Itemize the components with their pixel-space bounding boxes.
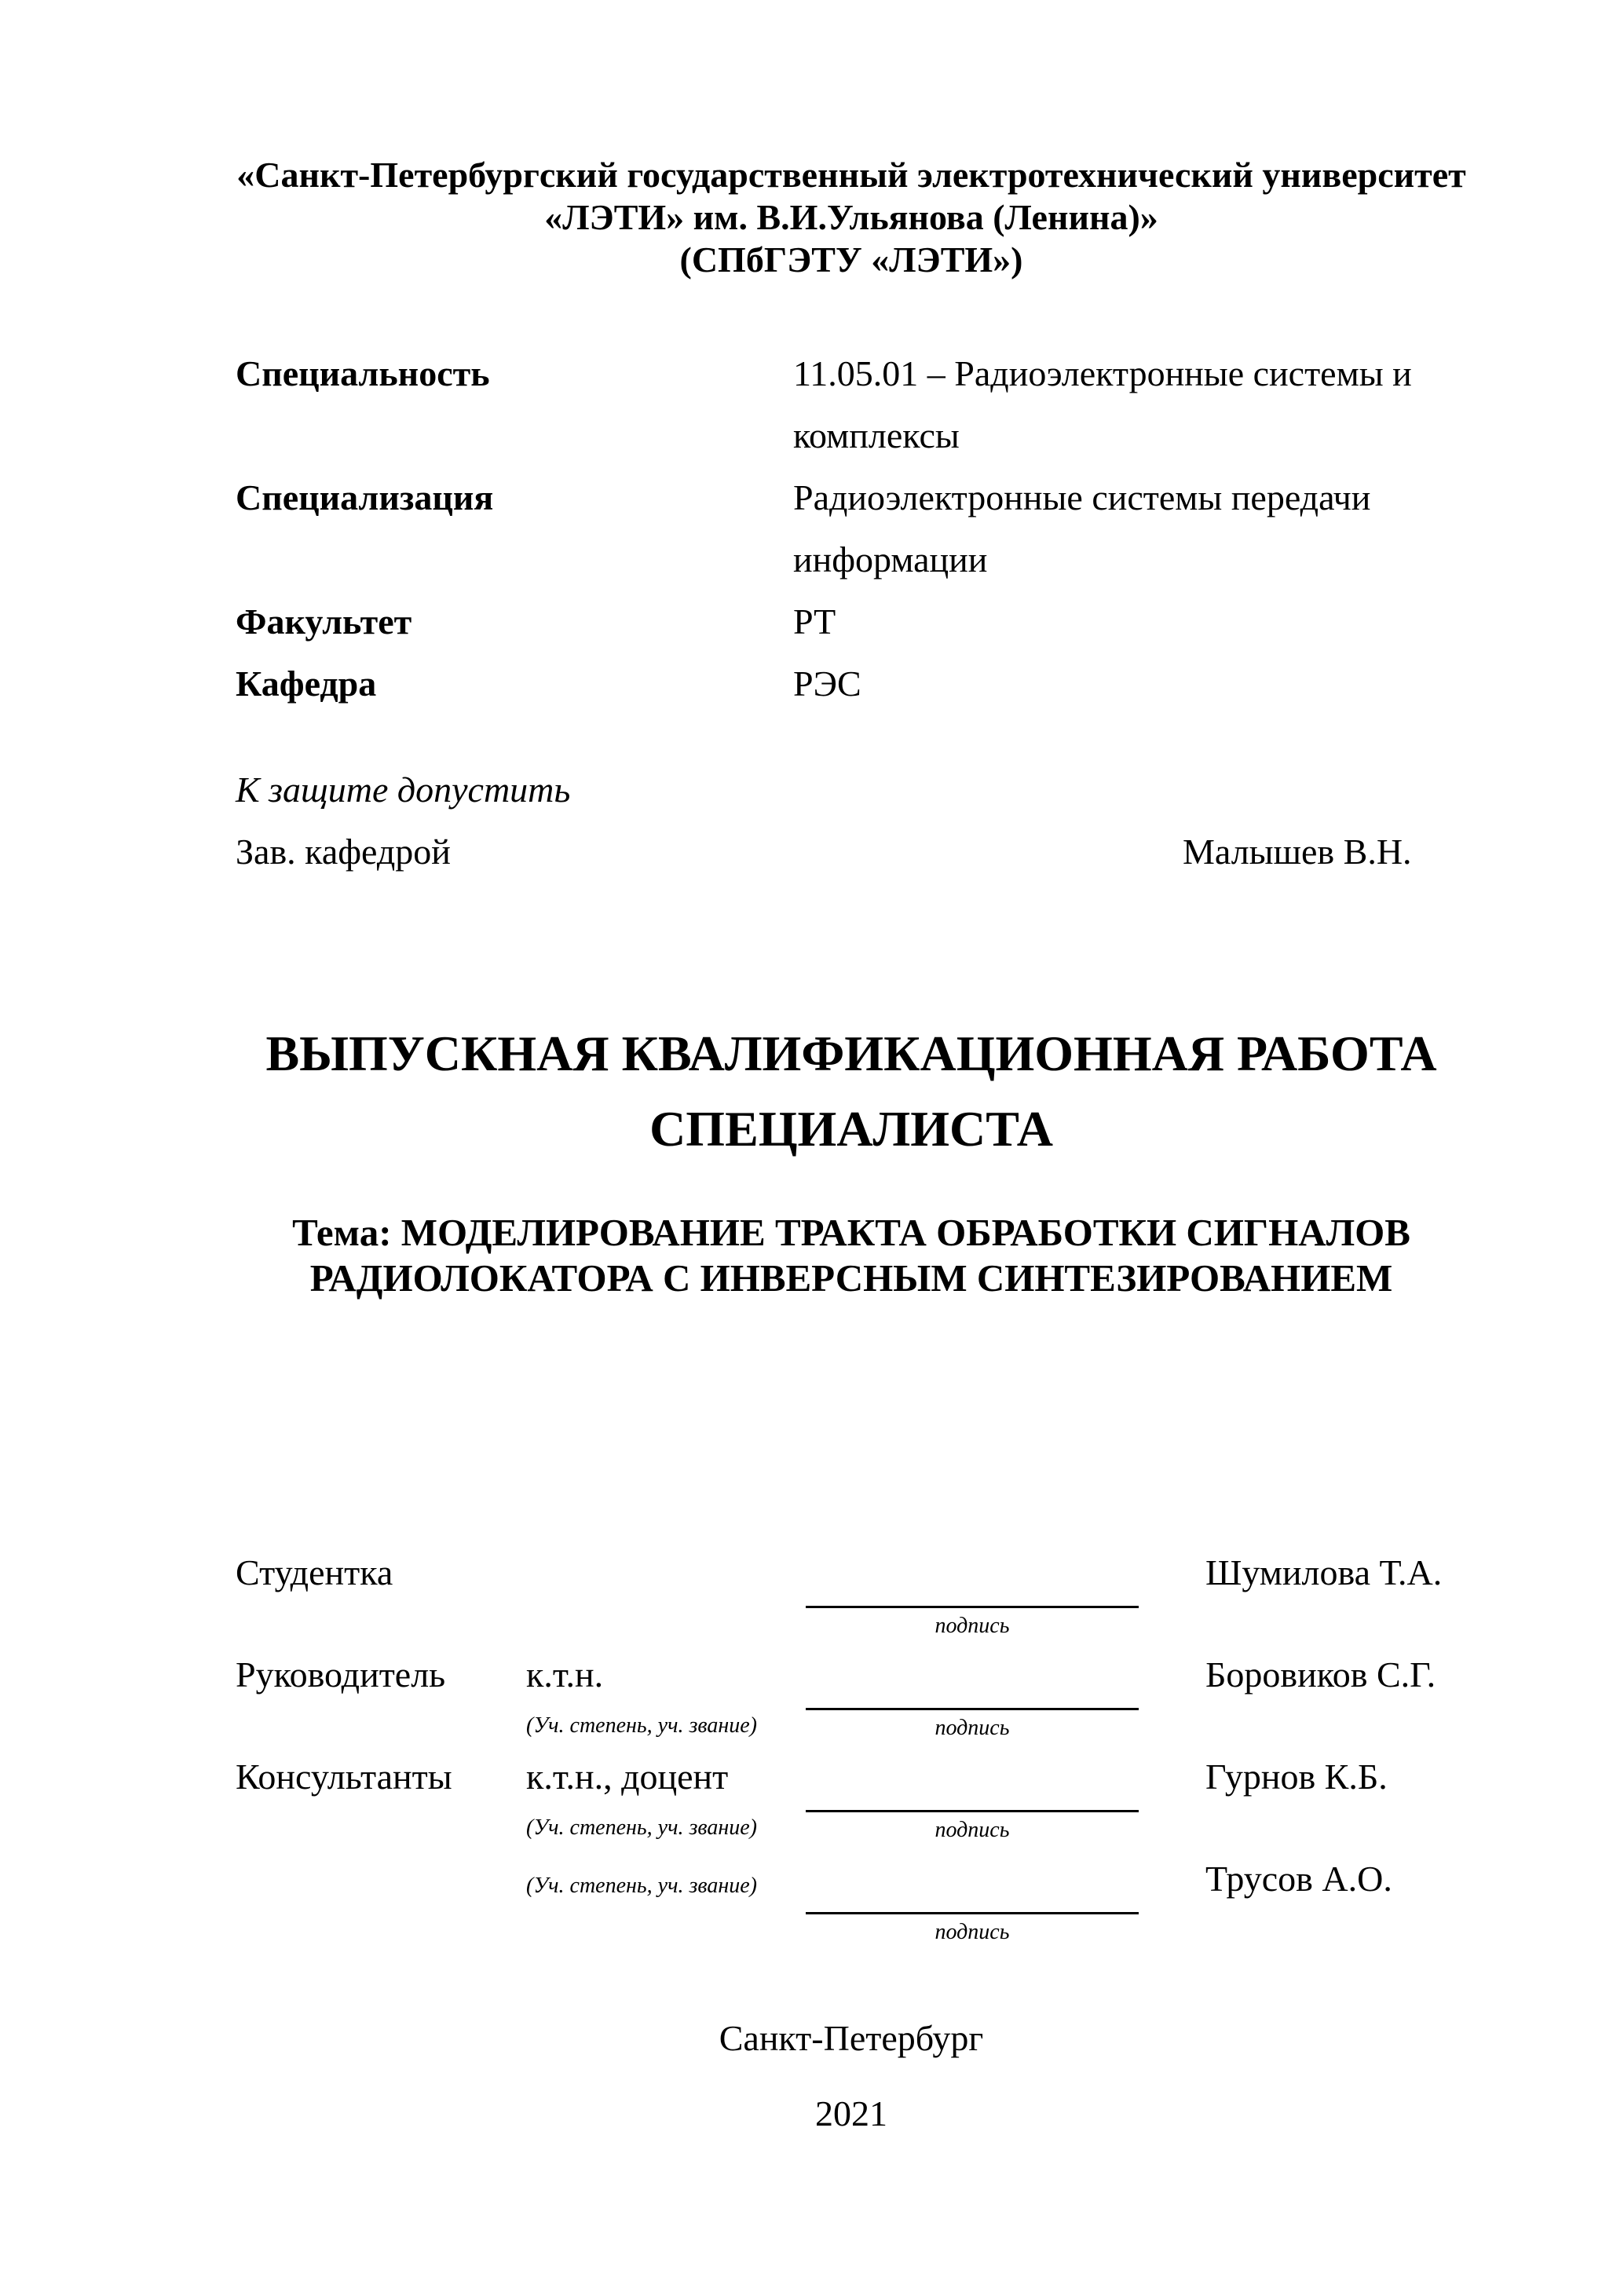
thesis-main-title: [236, 1016, 1467, 1167]
supervisor-degree-caption: (Уч. степень, уч. звание): [526, 1713, 757, 1738]
university-header-line3: (СПбГЭТУ «ЛЭТИ»): [679, 239, 1023, 280]
signature-block: [236, 1551, 1467, 1946]
student-name-cell: [1139, 1551, 1467, 1640]
specialization-value-line2: информации: [793, 539, 988, 579]
student-role-label: Студентка: [236, 1552, 393, 1592]
university-header-line1: «Санкт-Петербургский государственный электротехнический университет: [236, 155, 1466, 195]
specialization-label: Специализация: [236, 477, 494, 517]
specialty-label: Специальность: [236, 353, 490, 393]
admit-to-defense-text: К защите допустить: [236, 770, 571, 810]
supervisor-signature-cell: [793, 1653, 1139, 1742]
signature-row-consultant-2: [236, 1857, 1467, 1946]
thesis-main-title-line2: СПЕЦИАЛИСТА: [649, 1101, 1053, 1157]
supervisor-degree-cell: [526, 1653, 793, 1742]
consultant-1-degree-caption: (Уч. степень, уч. звание): [526, 1815, 757, 1840]
thesis-theme-line2: РАДИОЛОКАТОРА С ИНВЕРСНЫМ СИНТЕЗИРОВАНИЕМ: [309, 1256, 1393, 1300]
specialization-value: [793, 466, 1467, 590]
footer-city: Санкт-Петербург: [719, 2018, 984, 2058]
specialty-value-line1: 11.05.01 – Радиоэлектронные системы и: [793, 353, 1412, 393]
consultant-1-degree: к.т.н., доцент: [526, 1757, 729, 1797]
consultant-1-name-cell: [1139, 1755, 1467, 1844]
consultant-2-name: Трусов А.О.: [1205, 1859, 1392, 1899]
consultant-2-degree-caption: (Уч. степень, уч. звание): [526, 1874, 757, 1898]
consultant-2-signature-caption: подпись: [935, 1920, 1010, 1944]
faculty-row: [236, 590, 1467, 653]
footer-block: [236, 2001, 1467, 2152]
department-row: [236, 653, 1467, 715]
consultant-1-name: Гурнов К.Б.: [1205, 1757, 1388, 1797]
specialization-value-line1: Радиоэлектронные системы передачи: [793, 477, 1371, 517]
supervisor-degree: к.т.н.: [526, 1654, 604, 1695]
footer-year: 2021: [815, 2093, 887, 2133]
faculty-value: РТ: [793, 601, 836, 642]
approval-block: [236, 759, 1467, 883]
university-header-line2: «ЛЭТИ» им. В.И.Ульянова (Ленина)»: [544, 197, 1158, 237]
department-value: РЭС: [793, 664, 861, 704]
student-signature-line: [806, 1551, 1139, 1608]
faculty-label: Факультет: [236, 601, 412, 642]
department-head-label: Зав. кафедрой: [236, 832, 451, 872]
consultant-2-signature-line: [806, 1857, 1139, 1914]
student-signature-caption: подпись: [935, 1614, 1010, 1638]
signature-row-supervisor: [236, 1653, 1467, 1742]
university-header: [236, 154, 1467, 281]
supervisor-signature-caption: подпись: [935, 1716, 1010, 1740]
specialty-row: [236, 342, 1467, 466]
consultants-role-label: Консультанты: [236, 1757, 452, 1797]
signature-row-student: [236, 1551, 1467, 1640]
consultant-1-signature-cell: [793, 1755, 1139, 1844]
thesis-theme: [236, 1210, 1467, 1301]
consultant-2-signature-cell: [793, 1857, 1139, 1946]
supervisor-signature-line: [806, 1653, 1139, 1710]
specialty-value-line2: комплексы: [793, 415, 960, 455]
supervisor-role-label: Руководитель: [236, 1654, 446, 1695]
department-head-name: Малышев В.Н.: [1183, 832, 1412, 872]
program-details: [236, 342, 1467, 715]
specialization-row: [236, 466, 1467, 590]
consultant-2-name-cell: [1139, 1857, 1467, 1946]
consultant-1-signature-caption: подпись: [935, 1818, 1010, 1842]
department-label: Кафедра: [236, 664, 377, 704]
consultant-2-role-label: [236, 1857, 526, 1946]
consultant-1-degree-cell: [526, 1755, 793, 1844]
consultant-1-signature-line: [806, 1755, 1139, 1812]
signature-row-consultant-1: [236, 1755, 1467, 1844]
supervisor-name-cell: [1139, 1653, 1467, 1742]
student-name: Шумилова Т.А.: [1205, 1552, 1443, 1592]
specialty-value: [793, 342, 1467, 466]
thesis-main-title-line1: ВЫПУСКНАЯ КВАЛИФИКАЦИОННАЯ РАБОТА: [265, 1026, 1437, 1081]
department-head-row: [236, 821, 1467, 883]
student-degree-cell: [526, 1551, 793, 1640]
consultant-2-degree-cell: [526, 1857, 793, 1946]
thesis-theme-line1: Тема: МОДЕЛИРОВАНИЕ ТРАКТА ОБРАБОТКИ СИГНАЛОВ: [292, 1211, 1410, 1254]
student-signature-cell: [793, 1551, 1139, 1640]
supervisor-name: Боровиков С.Г.: [1205, 1654, 1436, 1695]
